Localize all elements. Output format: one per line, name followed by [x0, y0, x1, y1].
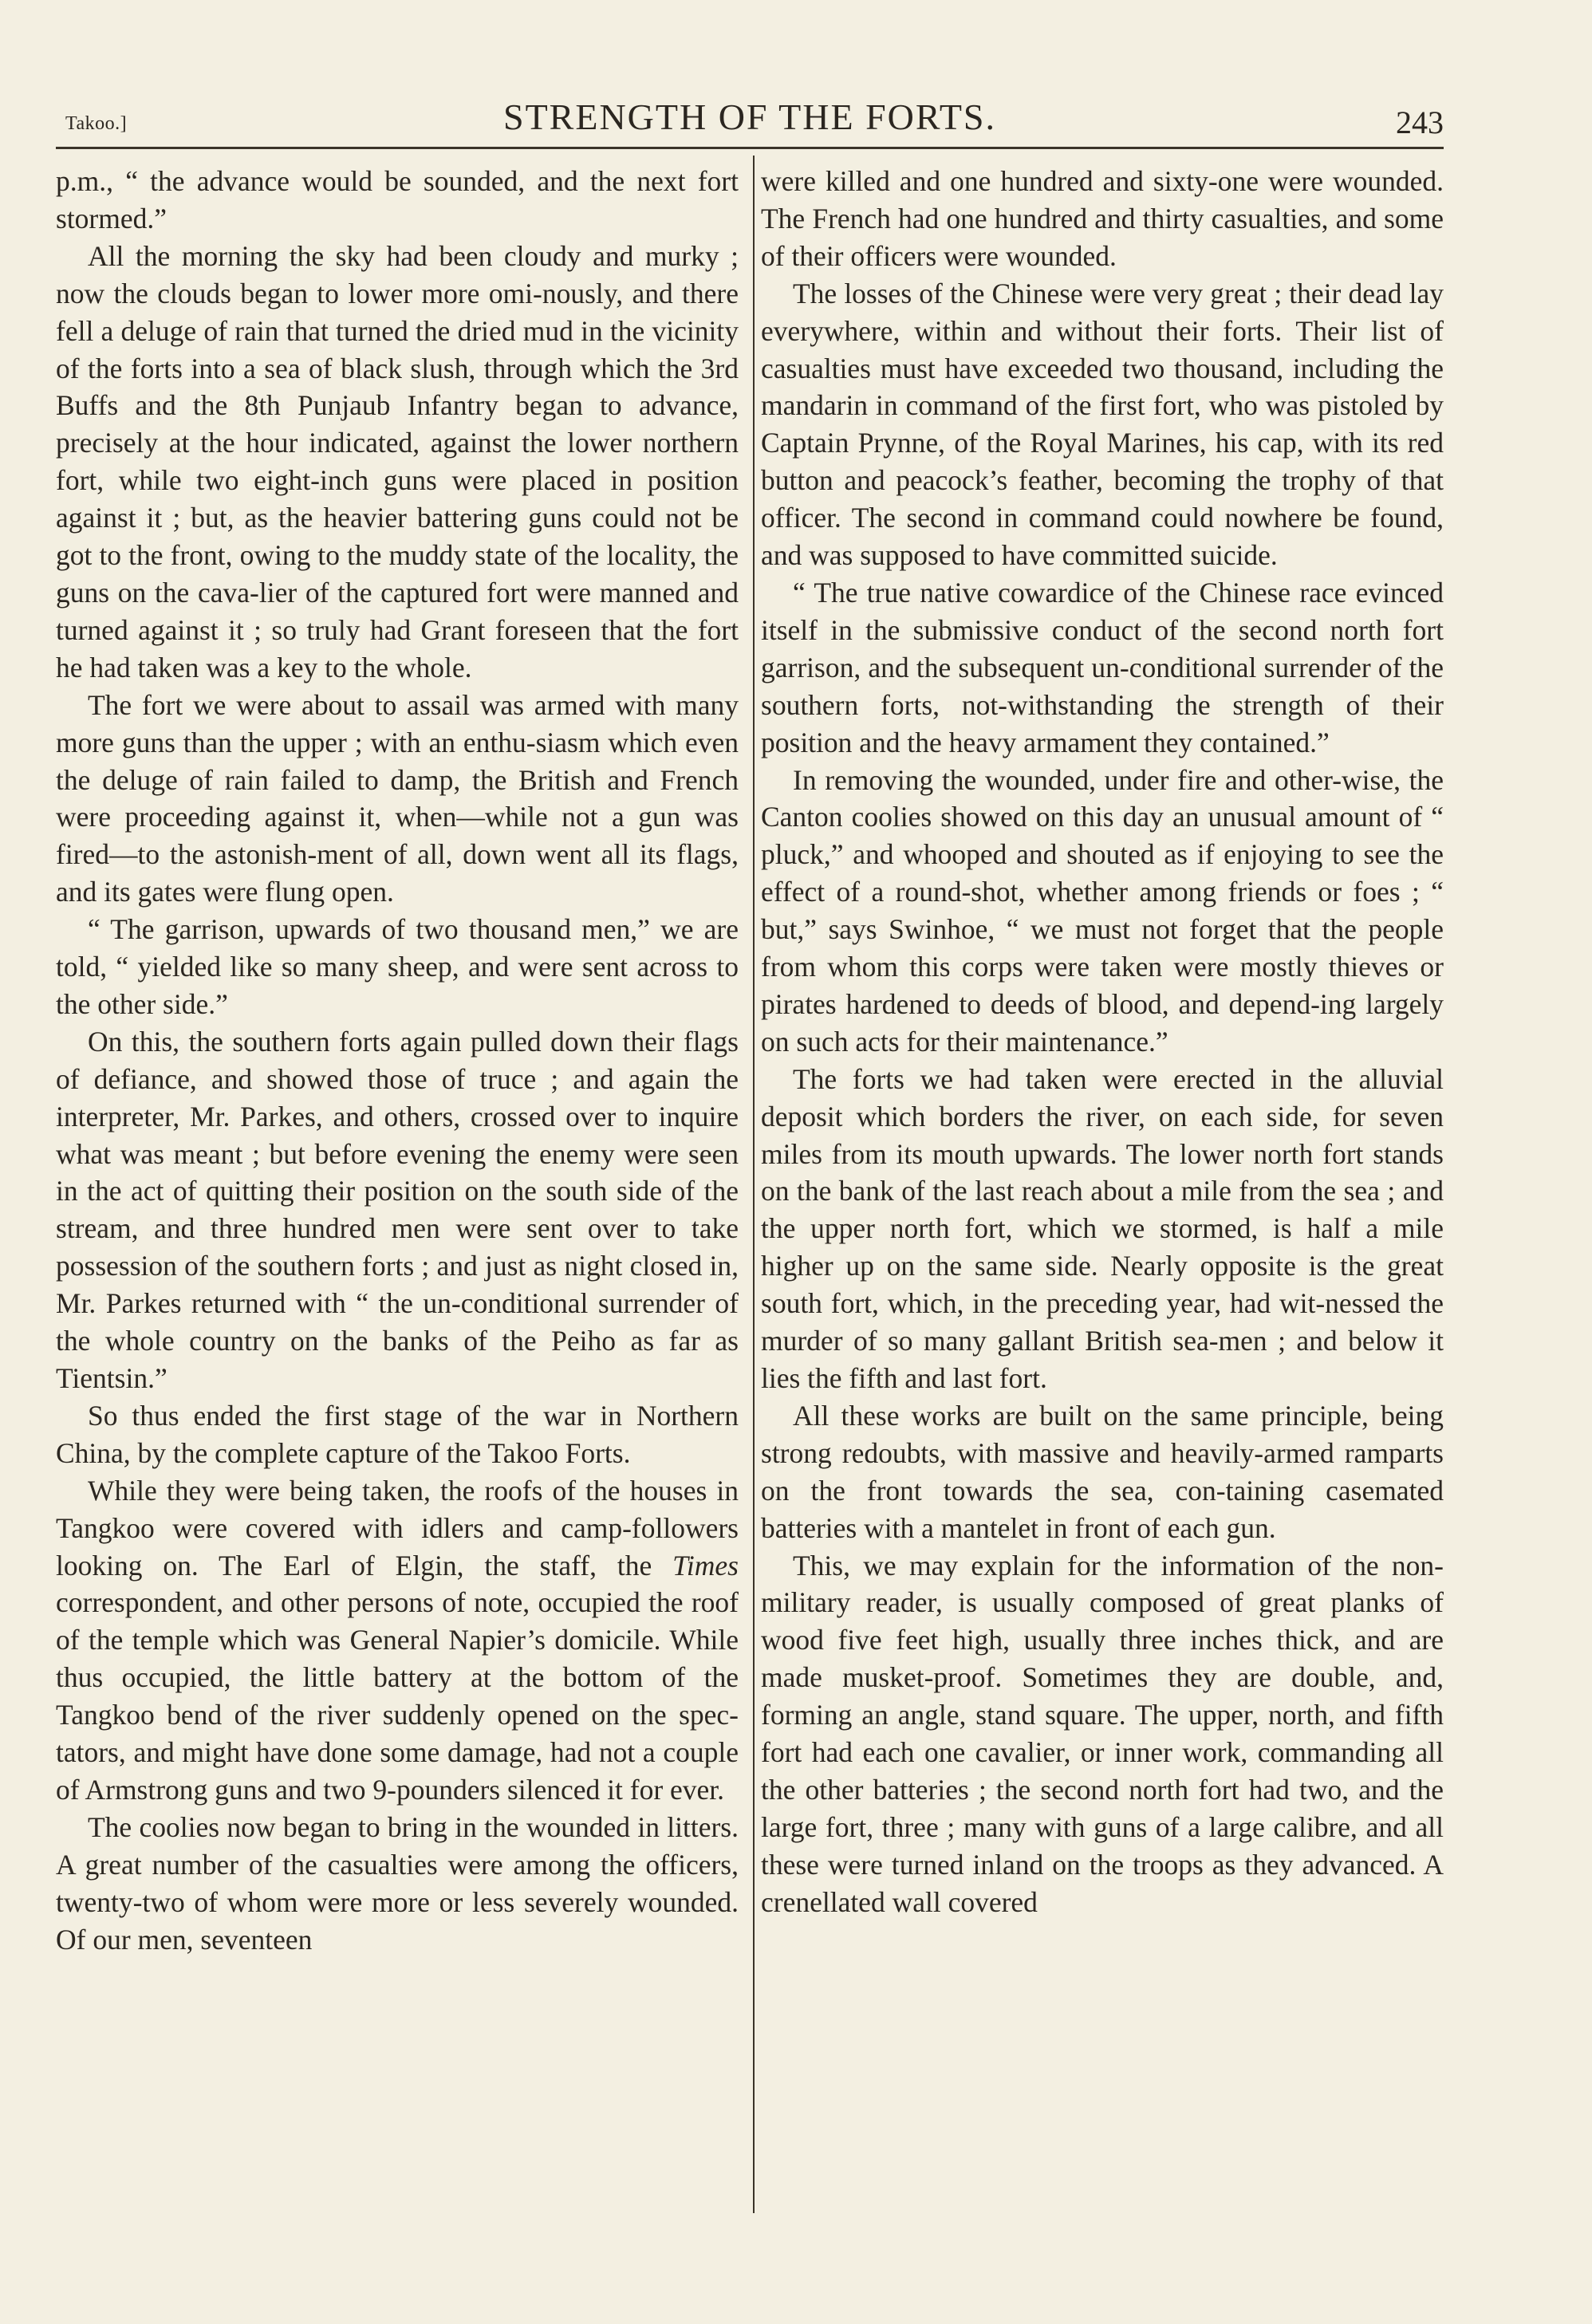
paragraph: The losses of the Chinese were very great ; their dead lay everywhere, within and without their forts. Their list of casualties must have exceeded two thousand, including the mandarin in command of the first fort, who was pistoled by Captain Prynne, of the Royal Marines, his cap, with its red button and peacock’s feather, becoming the trophy of that officer. The second in command could nowhere be found, and was supposed to have committed suicide.	[761, 277, 1444, 572]
header-rule	[56, 147, 1444, 149]
paragraph-text: While they were being taken, the roofs of the houses in Tangkoo were covered with idlers and camp-followers looking on. The Earl of Elgin, the staff, the	[56, 1474, 739, 1582]
paragraph: The fort we were about to assail was armed with many more guns than the upper ; with an enthu-siasm which even the deluge of rain failed to damp, the British and French were proceeding against it, when—while not a gun was fired—to the astonish-ment of all, down went all its flags, and its gates were flung open.	[56, 688, 739, 908]
paragraph: This, we may explain for the information of the non-military reader, is usually composed of great planks of wood five feet high, usually three inches thick, and are made musket-proof. Sometimes they are double, and, forming an angle, stand square. The upper, north, and fifth fort had each one cavalier, or inner work, commanding all the other batteries ; the second north fort had two, and the large fort, three ; many with guns of a large calibre, and all these were turned inland on the troops as they advanced. A crenellated wall covered	[761, 1549, 1444, 1918]
paragraph	[56, 1472, 739, 1809]
running-head	[56, 96, 1444, 144]
paragraph: The forts we had taken were erected in the alluvial deposit which borders the river, on each side, for seven miles from its mouth upwards. The lower north fort stands on the bank of the last reach about a mile from the sea ; and the upper north fort, which we stormed, is half a mile higher up on the same side. Nearly opposite is the great south fort, which, in the preceding year, had wit-nessed the murder of so many gallant British sea-men ; and below it lies the fifth and last fort.	[761, 1062, 1444, 1394]
paragraph: On this, the southern forts again pulled down their flags of defiance, and showed those of truce ; and again the interpreter, Mr. Parkes, and others, crossed over to inquire what was meant ; but before evening the enemy were seen in the act of quitting their position on the south side of the stream, and three hundred men were sent over to take possession of the southern forts ; and just as night closed in, Mr. Parkes returned with “ the un-conditional surrender of the whole country on the banks of the Peiho as far as Tientsin.”	[56, 1025, 739, 1394]
right-column	[761, 163, 1444, 1921]
paragraph: The coolies now began to bring in the wounded in litters. A great number of the casualties were among the officers, twenty-two of whom were more or less severely wounded. Of our men, seventeen	[56, 1810, 739, 1956]
paragraph: p.m., “ the advance would be sounded, and the next fort stormed.”	[56, 165, 739, 234]
paragraph-text: correspondent, and other persons of note, occupied the roof of the temple which was General Napier’s domicile. While thus occupied, the little battery at the bottom of the Tangkoo bend of the river suddenly opened on the spec-tators, and might have done some damage, had not a couple of Armstrong guns and two 9-pounders silenced it for ever.	[56, 1586, 739, 1806]
newspaper-title: Times	[672, 1549, 739, 1582]
page-title: STRENGTH OF THE FORTS.	[502, 97, 996, 137]
paragraph: In removing the wounded, under fire and other-wise, the Canton coolies showed on this day an unusual amount of “ pluck,” and whooped and shouted as if enjoying to see the effect of a round-shot, whether among friends or foes ; “ but,” says Swinhoe, “ we must not forget that the people from whom this corps were taken were mostly thieves or pirates hardened to deeds of blood, and depend-ing largely on such acts for their maintenance.”	[761, 763, 1444, 1058]
paragraph: All these works are built on the same principle, being strong redoubts, with massive and heavily-armed ramparts on the front towards the sea, con-taining casemated batteries with a mantelet in front of each gun.	[761, 1399, 1444, 1544]
paragraph: “ The true native cowardice of the Chinese race evinced itself in the submissive conduct of the second north fort garrison, and the subsequent un-conditional surrender of the southern forts, not-withstanding the strength of their position and the heavy armament they contained.”	[761, 576, 1444, 758]
paragraph: “ The garrison, upwards of two thousand men,” we are told, “ yielded like so many sheep, and were sent across to the other side.”	[56, 913, 739, 1020]
section-label: Takoo.]	[65, 113, 128, 134]
paragraph: were killed and one hundred and sixty-one were wounded. The French had one hundred and thirty casualties, and some of their officers were wounded.	[761, 165, 1444, 272]
paragraph: All the morning the sky had been cloudy and murky ; now the clouds began to lower more omi-nously, and there fell a deluge of rain that turned the dried mud in the vicinity of the forts into a sea of black slush, through which the 3rd Buffs and the 8th Punjaub Infantry began to advance, precisely at the hour indicated, against the lower northern fort, while two eight-inch guns were placed in position against it ; but, as the heavier battering guns could not be got to the front, owing to the muddy state of the locality, the guns on the cava-lier of the captured fort were manned and turned against it ; so truly had Grant foreseen that the fort he had taken was a key to the whole.	[56, 239, 739, 683]
column-divider	[753, 156, 755, 2213]
paragraph: So thus ended the first stage of the war in Northern China, by the complete capture of the Takoo Forts.	[56, 1399, 739, 1469]
left-column	[56, 163, 739, 1959]
page-number: 243	[1396, 104, 1444, 140]
